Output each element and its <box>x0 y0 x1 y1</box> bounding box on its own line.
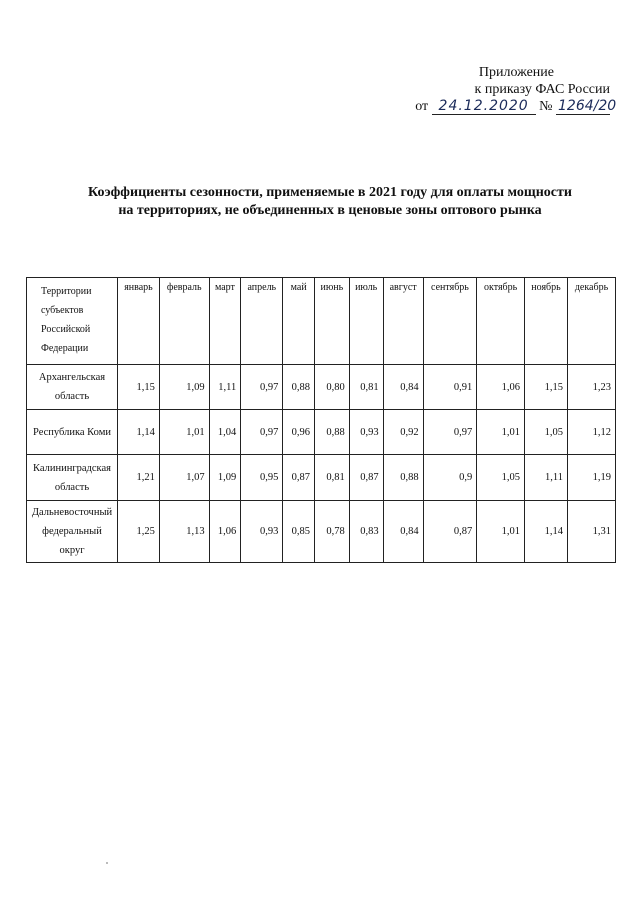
header-month: июнь <box>315 278 350 365</box>
number-sign: № <box>539 99 553 114</box>
scan-speck <box>106 862 108 864</box>
value-cell: 0,97 <box>241 410 283 455</box>
value-cell: 1,06 <box>209 501 241 563</box>
value-cell: 1,09 <box>209 455 241 501</box>
table-row <box>27 365 616 410</box>
from-label: от <box>415 99 429 114</box>
coefficients-table <box>26 277 616 563</box>
appendix-block <box>390 64 617 115</box>
value-cell: 0,92 <box>383 410 423 455</box>
handwritten-number: 1264/20 <box>558 98 617 114</box>
header-month: август <box>383 278 423 365</box>
value-cell: 1,04 <box>209 410 241 455</box>
value-cell: 0,81 <box>349 365 383 410</box>
table-row <box>27 455 616 501</box>
value-cell: 0,80 <box>315 365 350 410</box>
appendix-order-ref: к приказу ФАС России <box>474 82 610 97</box>
value-cell: 0,93 <box>349 410 383 455</box>
header-month: февраль <box>159 278 209 365</box>
value-cell: 0,88 <box>383 455 423 501</box>
value-cell: 1,25 <box>118 501 160 563</box>
table-header-row <box>27 278 616 365</box>
header-month: сентябрь <box>423 278 477 365</box>
value-cell: 0,87 <box>283 455 315 501</box>
value-cell: 1,09 <box>159 365 209 410</box>
header-month: октябрь <box>477 278 525 365</box>
document-title: Коэффициенты сезонности, применяемые в 2021 году для оплаты мощности на территориях, не объединенных в ценовые зоны оптового рынка <box>88 185 572 218</box>
header-month: январь <box>118 278 160 365</box>
value-cell: 0,78 <box>315 501 350 563</box>
value-cell: 0,81 <box>315 455 350 501</box>
value-cell: 1,23 <box>568 365 616 410</box>
value-cell: 0,91 <box>423 365 477 410</box>
value-cell: 0,88 <box>283 365 315 410</box>
value-cell: 0,97 <box>423 410 477 455</box>
value-cell: 0,87 <box>423 501 477 563</box>
handwritten-date: 24.12.2020 <box>432 99 536 115</box>
value-cell: 0,93 <box>241 501 283 563</box>
value-cell: 1,14 <box>118 410 160 455</box>
value-cell: 0,97 <box>241 365 283 410</box>
value-cell: 1,12 <box>568 410 616 455</box>
appendix-label: Приложение <box>478 65 554 80</box>
header-month: ноябрь <box>524 278 567 365</box>
value-cell: 1,15 <box>118 365 160 410</box>
value-cell: 0,9 <box>423 455 477 501</box>
region-cell: Дальневосточный федеральный округ <box>27 501 118 563</box>
region-cell: Архангельская область <box>27 365 118 410</box>
value-cell: 0,85 <box>283 501 315 563</box>
value-cell: 1,01 <box>159 410 209 455</box>
value-cell: 0,87 <box>349 455 383 501</box>
value-cell: 1,21 <box>118 455 160 501</box>
order-date-number-line <box>390 98 617 115</box>
value-cell: 1,11 <box>209 365 241 410</box>
header-month: май <box>283 278 315 365</box>
value-cell: 0,84 <box>383 365 423 410</box>
value-cell: 1,05 <box>524 410 567 455</box>
value-cell: 1,05 <box>477 455 525 501</box>
header-region: Территории субъектов Российской Федерации <box>27 278 118 365</box>
value-cell: 1,01 <box>477 501 525 563</box>
value-cell: 1,31 <box>568 501 616 563</box>
header-month: декабрь <box>568 278 616 365</box>
table-body <box>27 365 616 563</box>
value-cell: 0,95 <box>241 455 283 501</box>
value-cell: 1,01 <box>477 410 525 455</box>
value-cell: 0,88 <box>315 410 350 455</box>
value-cell: 1,06 <box>477 365 525 410</box>
value-cell: 1,13 <box>159 501 209 563</box>
value-cell: 1,14 <box>524 501 567 563</box>
value-cell: 0,83 <box>349 501 383 563</box>
value-cell: 1,15 <box>524 365 567 410</box>
value-cell: 1,19 <box>568 455 616 501</box>
table-row <box>27 410 616 455</box>
table-row <box>27 501 616 563</box>
header-month: июль <box>349 278 383 365</box>
value-cell: 1,07 <box>159 455 209 501</box>
region-cell: Республика Коми <box>27 410 118 455</box>
region-cell: Калининградская область <box>27 455 118 501</box>
value-cell: 0,84 <box>383 501 423 563</box>
header-month: март <box>209 278 241 365</box>
value-cell: 0,96 <box>283 410 315 455</box>
header-month: апрель <box>241 278 283 365</box>
value-cell: 1,11 <box>524 455 567 501</box>
